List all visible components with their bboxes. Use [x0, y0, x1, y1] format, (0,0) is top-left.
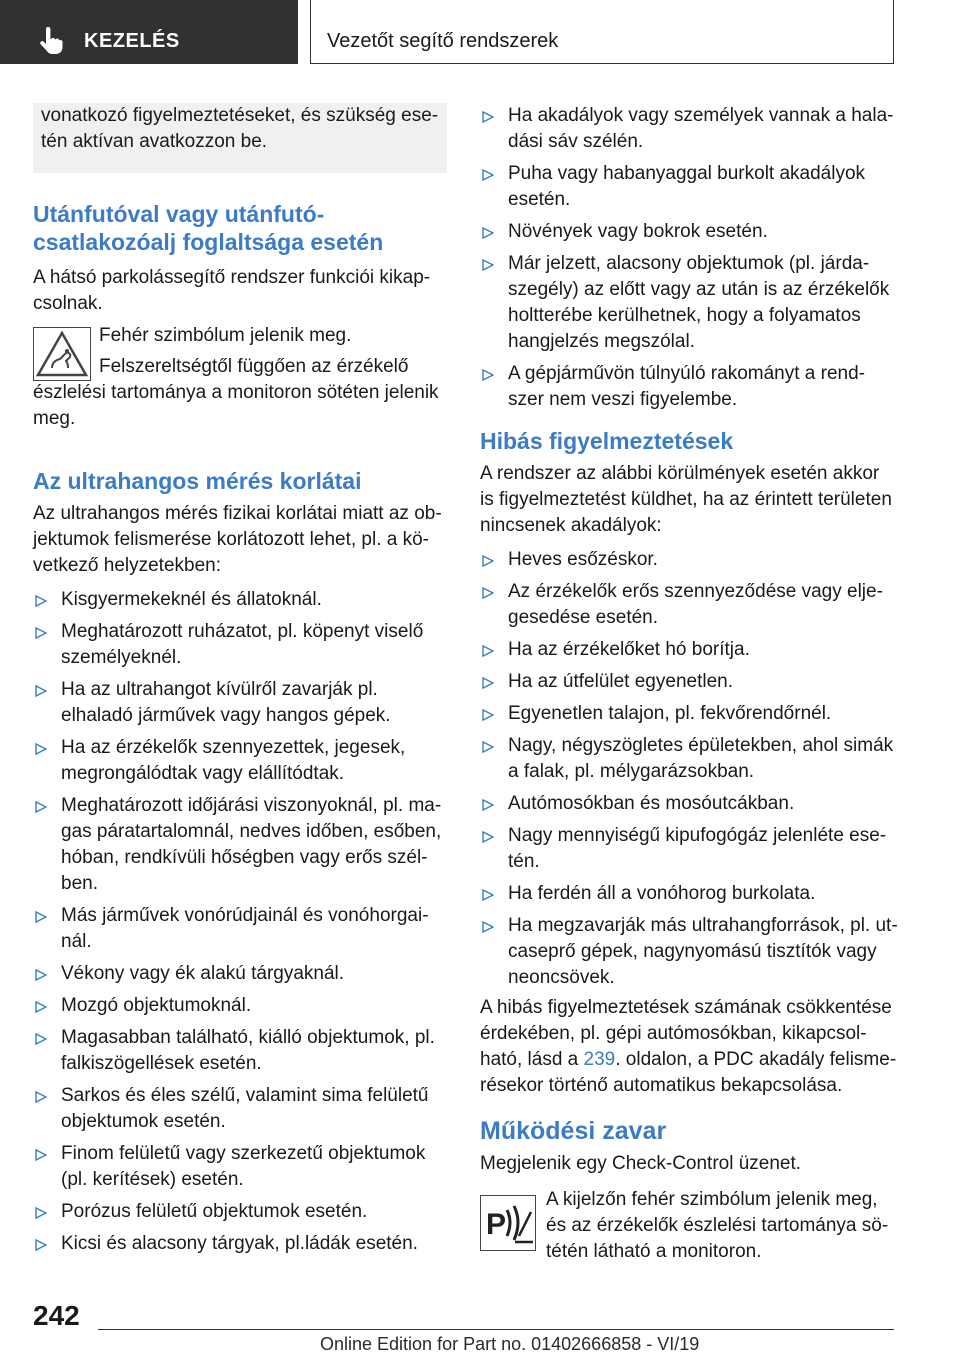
bullet-triangle-icon [35, 685, 47, 697]
limitations-list [33, 587, 447, 1257]
bullet-triangle-icon [482, 111, 494, 123]
list-item: Vékony vagy ék alakú tárgyaknál. [33, 961, 447, 987]
bullet-triangle-icon [482, 555, 494, 567]
bullet-triangle-icon [35, 1239, 47, 1251]
symbol-text-pdc: A kijelzőn fehér szimbólum jelenik meg, és az érzékelők észlelési tartománya sö-tétén látható a monitoron. [546, 1189, 889, 1262]
list-item: Heves esőzéskor. [480, 547, 898, 573]
bullet-triangle-icon [35, 1149, 47, 1161]
hand-pointer-icon [38, 27, 64, 55]
bullet-triangle-icon [35, 595, 47, 607]
paragraph-ultrasonic: Az ultrahangos mérés fizikai korlátai miatt az ob-jektumok felismerése korlátozott lehet, pl. a kö-vetkező helyzetekben: [33, 503, 442, 576]
list-item: Ha az érzékelőket hó borítja. [480, 637, 898, 663]
section-tab [0, 0, 298, 64]
list-item: Ha az érzékelők szennyezettek, jegesek, megrongálódtak vagy elállítódtak. [33, 735, 447, 787]
paragraph-false-warnings: A rendszer az alábbi körülmények esetén akkor is figyelmeztetést küldhet, ha az érintett területen nincsenek akadályok: [480, 463, 892, 536]
page-link-239[interactable]: 239 [583, 1049, 616, 1070]
bullet-triangle-icon [35, 911, 47, 923]
list-item: Nagy, négyszögletes épületekben, ahol simák a falak, pl. mélygarázsokban. [480, 733, 898, 785]
bullet-triangle-icon [35, 1033, 47, 1045]
bullet-triangle-icon [482, 889, 494, 901]
list-item: Kisgyermekeknél és állatoknál. [33, 587, 447, 613]
list-item: Ha ferdén áll a vonóhorog burkolata. [480, 881, 898, 907]
list-item: Porózus felületű objektumok esetén. [33, 1199, 447, 1225]
list-item: A gépjárművön túlnyúló rakományt a rend-szer nem veszi figyelembe. [480, 361, 898, 413]
bullet-triangle-icon [482, 709, 494, 721]
bullet-triangle-icon [482, 799, 494, 811]
list-item: Már jelzett, alacsony objektumok (pl. járda-szegély) az előtt vagy az után is az érzékelők holtterébe kerülhetnek, hogy a folyamatos hangjelzés megszólal. [480, 251, 898, 355]
svg-text:P: P [486, 1208, 507, 1241]
bullet-triangle-icon [482, 921, 494, 933]
list-item: Növények vagy bokrok esetén. [480, 219, 898, 245]
false-warnings-list [480, 547, 898, 991]
page-number: 242 [33, 1300, 80, 1331]
warning-note-box [33, 103, 447, 173]
paragraph-trailer: A hátsó parkolássegítő rendszer funkciói kikap-csolnak. [33, 267, 431, 314]
bullet-triangle-icon [482, 645, 494, 657]
list-item: Más járművek vonórúdjainál és vonóhorgai-nál. [33, 903, 447, 955]
note-text: vonatkozó figyelmeztetéseket, és szükség ese-tén aktívan avatkozzon be. [41, 105, 439, 152]
list-item: Magasabban található, kiálló objektumok, pl. falkiszögellések esetén. [33, 1025, 447, 1077]
bullet-triangle-icon [482, 227, 494, 239]
bullet-triangle-icon [35, 627, 47, 639]
bullet-triangle-icon [35, 1001, 47, 1013]
list-item: Mozgó objektumoknál. [33, 993, 447, 1019]
list-item: Meghatározott ruházatot, pl. köpenyt viselő személyeknél. [33, 619, 447, 671]
bullet-triangle-icon [35, 1207, 47, 1219]
list-item: Ha az ultrahangot kívülről zavarják pl. elhaladó járművek vagy hangos gépek. [33, 677, 447, 729]
list-item: Finom felületű vagy szerkezetű objektumok (pl. kerítések) esetén. [33, 1141, 447, 1193]
heading-false-warnings: Hibás figyelmeztetések [480, 428, 734, 454]
list-item: Ha akadályok vagy személyek vannak a hala-dási sáv szélén. [480, 103, 898, 155]
heading-trailer: Utánfutóval vagy utánfutó-csatlakozóalj foglaltsága esetén [33, 201, 384, 255]
bullet-triangle-icon [482, 677, 494, 689]
list-item: Sarkos és éles szélű, valamint sima felületű objektumok esetén. [33, 1083, 447, 1135]
footer-edition: Online Edition for Part no. 01402666858 - VI/19 [320, 1334, 700, 1354]
list-item: Nagy mennyiségű kipufogógáz jelenléte ese-tén. [480, 823, 898, 875]
symbol-text-2: Felszereltségtől függően az érzékelő észlelési tartománya a monitoron sötéten jelenik meg. [33, 356, 439, 429]
pdc-symbol-box [480, 1195, 536, 1251]
bullet-triangle-icon [482, 741, 494, 753]
page-header [0, 0, 960, 66]
list-item: Ha megzavarják más ultrahangforrások, pl. ut-caseprő gépek, nagynyomású tisztítók vagy neoncsövek. [480, 913, 898, 991]
chapter-title: Vezetőt segítő rendszerek [327, 30, 559, 52]
bullet-triangle-icon [482, 259, 494, 271]
list-item: Az érzékelők erős szennyeződése vagy elje-gesedése esetén. [480, 579, 898, 631]
bullet-triangle-icon [482, 169, 494, 181]
bullet-triangle-icon [35, 1091, 47, 1103]
heading-ultrasonic: Az ultrahangos mérés korlátai [33, 468, 362, 494]
list-item: Kicsi és alacsony tárgyak, pl.ládák esetén. [33, 1231, 447, 1257]
pdc-malfunction-icon [481, 1196, 535, 1250]
bullet-triangle-icon [482, 831, 494, 843]
paragraph-reduce: A hibás figyelmeztetések számának csökkentése érdekében, pl. gépi autómosókban, kikapcsol-ható, lásd a 239. oldalon, a PDC akadály felisme-résekor történő automatikus bekapcsolása. [480, 997, 897, 1096]
bullet-triangle-icon [482, 369, 494, 381]
limitations-list-continued [480, 103, 898, 413]
list-item: Meghatározott időjárási viszonyoknál, pl. ma-gas páratartalomnál, nedves időben, esőben, hóban, rendkívüli hőségben vagy erős szél-ben. [33, 793, 447, 897]
bullet-triangle-icon [35, 969, 47, 981]
bullet-triangle-icon [35, 743, 47, 755]
chapter-title-box [310, 0, 894, 64]
bullet-triangle-icon [482, 587, 494, 599]
list-item: Autómosókban és mosóutcákban. [480, 791, 898, 817]
section-label: KEZELÉS [84, 30, 180, 52]
list-item: Puha vagy habanyaggal burkolt akadályok esetén. [480, 161, 898, 213]
paragraph-malfunction: Megjelenik egy Check-Control üzenet. [480, 1153, 802, 1174]
bullet-triangle-icon [35, 801, 47, 813]
list-item: Egyenetlen talajon, pl. fekvőrendőrnél. [480, 701, 898, 727]
footer-rule [98, 1329, 894, 1330]
symbol-text-1: Fehér szimbólum jelenik meg. [99, 325, 352, 346]
list-item: Ha az útfelület egyenetlen. [480, 669, 898, 695]
heading-malfunction: Működési zavar [480, 1117, 667, 1145]
